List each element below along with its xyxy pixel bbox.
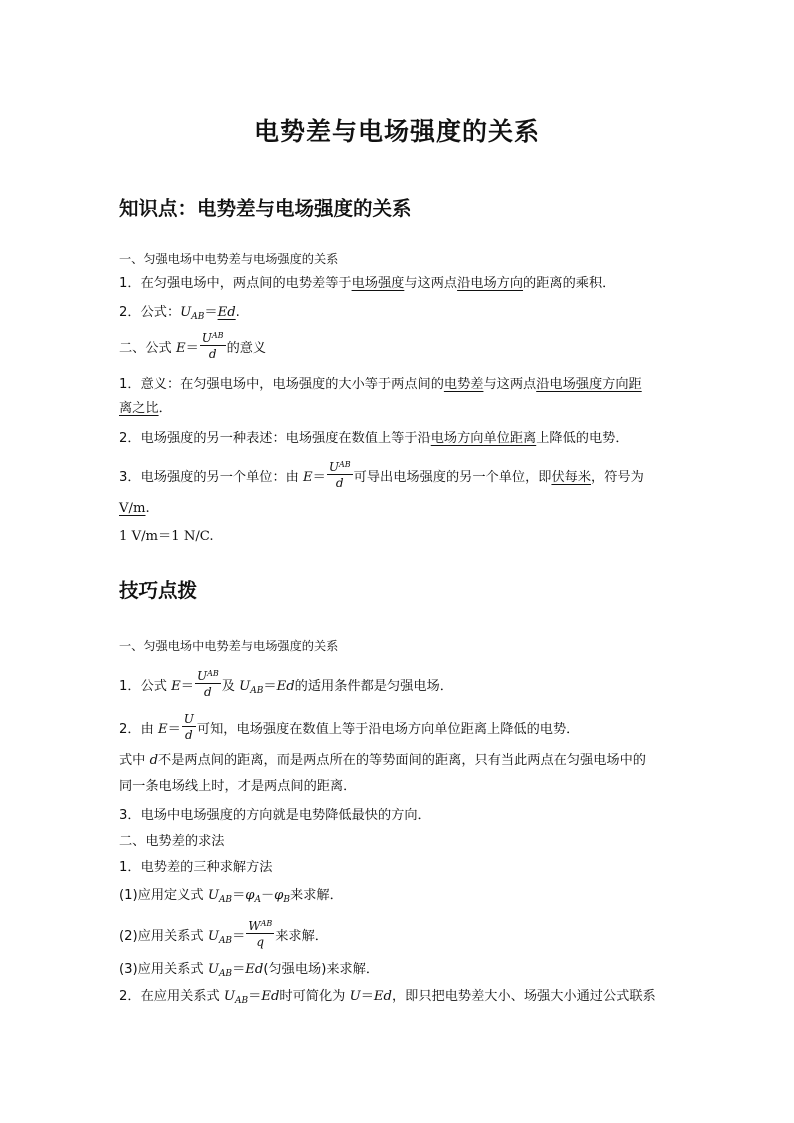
paragraph-method-3: (3)应用关系式 $U_{AB}=Ed$(匀强电场)来求解． <box>119 962 380 979</box>
page-title: 电势差与电场强度的关系 <box>253 117 540 146</box>
subheading-potential-methods: 二、电势差的求法 <box>119 834 225 849</box>
paragraph-alt-expression: 2．电场强度的另一种表述：电场强度在数值上等于沿电场方向单位距离上降低的电势． <box>119 431 629 446</box>
paragraph-three-methods: 1．电势差的三种求解方法 <box>119 860 273 875</box>
paragraph-meaning: 1．意义：在匀强电场中，电场强度的大小等于两点间的电势差与这两点沿电场强度方向距 <box>119 377 642 392</box>
paragraph-formula: 2．公式：$U_{AB}=Ed$. <box>119 305 240 322</box>
paragraph-method-1: (1)应用定义式 $U_{AB}=\varphi_A-\varphi_B$来求解． <box>119 888 343 905</box>
subheading-uniform-field: 一、匀强电场中电势差与电场强度的关系 <box>119 252 339 266</box>
section-heading-tips: 技巧点拨 <box>119 579 198 602</box>
paragraph-meaning-cont: 离之比． <box>119 401 172 416</box>
paragraph-simplification: 2．在应用关系式 $U_{AB}=Ed$时可简化为 U＝Ed，即只把电势差大小、场强大小通过公式联系 <box>119 989 656 1006</box>
paragraph-distance-note-cont: 同一条电场线上时，才是两点间的距离． <box>119 779 357 794</box>
fraction-u-over-d: $\frac{U}{d}$ <box>183 712 194 742</box>
paragraph-method-2: (2)应用关系式 $U_{AB}=$ $\frac{W^{AB}}{q}$ 来求解． <box>119 919 328 949</box>
fraction-u-over-d: $\frac{U^{AB}}{d}$ <box>196 669 219 699</box>
paragraph-definition: 1．在匀强电场中，两点间的电势差等于电场强度与这两点沿电场方向的距离的乘积． <box>119 276 616 291</box>
paragraph-unit: 3．电场强度的另一个单位：由 E＝ $\frac{U^{AB}}{d}$ 可导出电场强度的另一个单位，即伏每米，符号为 <box>119 460 644 490</box>
subheading-formula-meaning: 二、公式 E＝ $\frac{U^{AB}}{d}$ 的意义 <box>119 331 267 361</box>
paragraph-field-direction: 3．电场中电场强度的方向就是电势降低最快的方向． <box>119 808 431 823</box>
fraction-w-over-q: $\frac{W^{AB}}{q}$ <box>248 919 273 949</box>
paragraph-unit-symbol: V/m. <box>119 501 150 516</box>
section-heading-knowledge: 知识点：电势差与电场强度的关系 <box>119 197 412 220</box>
paragraph-derivation: 2．由 E＝ $\frac{U}{d}$ 可知，电场强度在数值上等于沿电场方向单位距离上降低的电势． <box>119 712 580 742</box>
fraction-u-over-d: $\frac{U^{AB}}{d}$ <box>328 460 351 490</box>
subheading-uniform-field-2: 一、匀强电场中电势差与电场强度的关系 <box>119 639 339 653</box>
paragraph-unit-equivalence: 1 V/m＝1 N/C. <box>119 529 214 544</box>
paragraph-applicability: 1．公式 E＝ $\frac{U^{AB}}{d}$ 及 $U_{AB}=Ed$的适用条件都是匀强电场． <box>119 669 453 699</box>
paragraph-distance-note: 式中 d不是两点间的距离，而是两点所在的等势面间的距离，只有当此两点在匀强电场中的 <box>119 753 646 768</box>
fraction-u-over-d: $\frac{U^{AB}}{d}$ <box>201 331 224 361</box>
